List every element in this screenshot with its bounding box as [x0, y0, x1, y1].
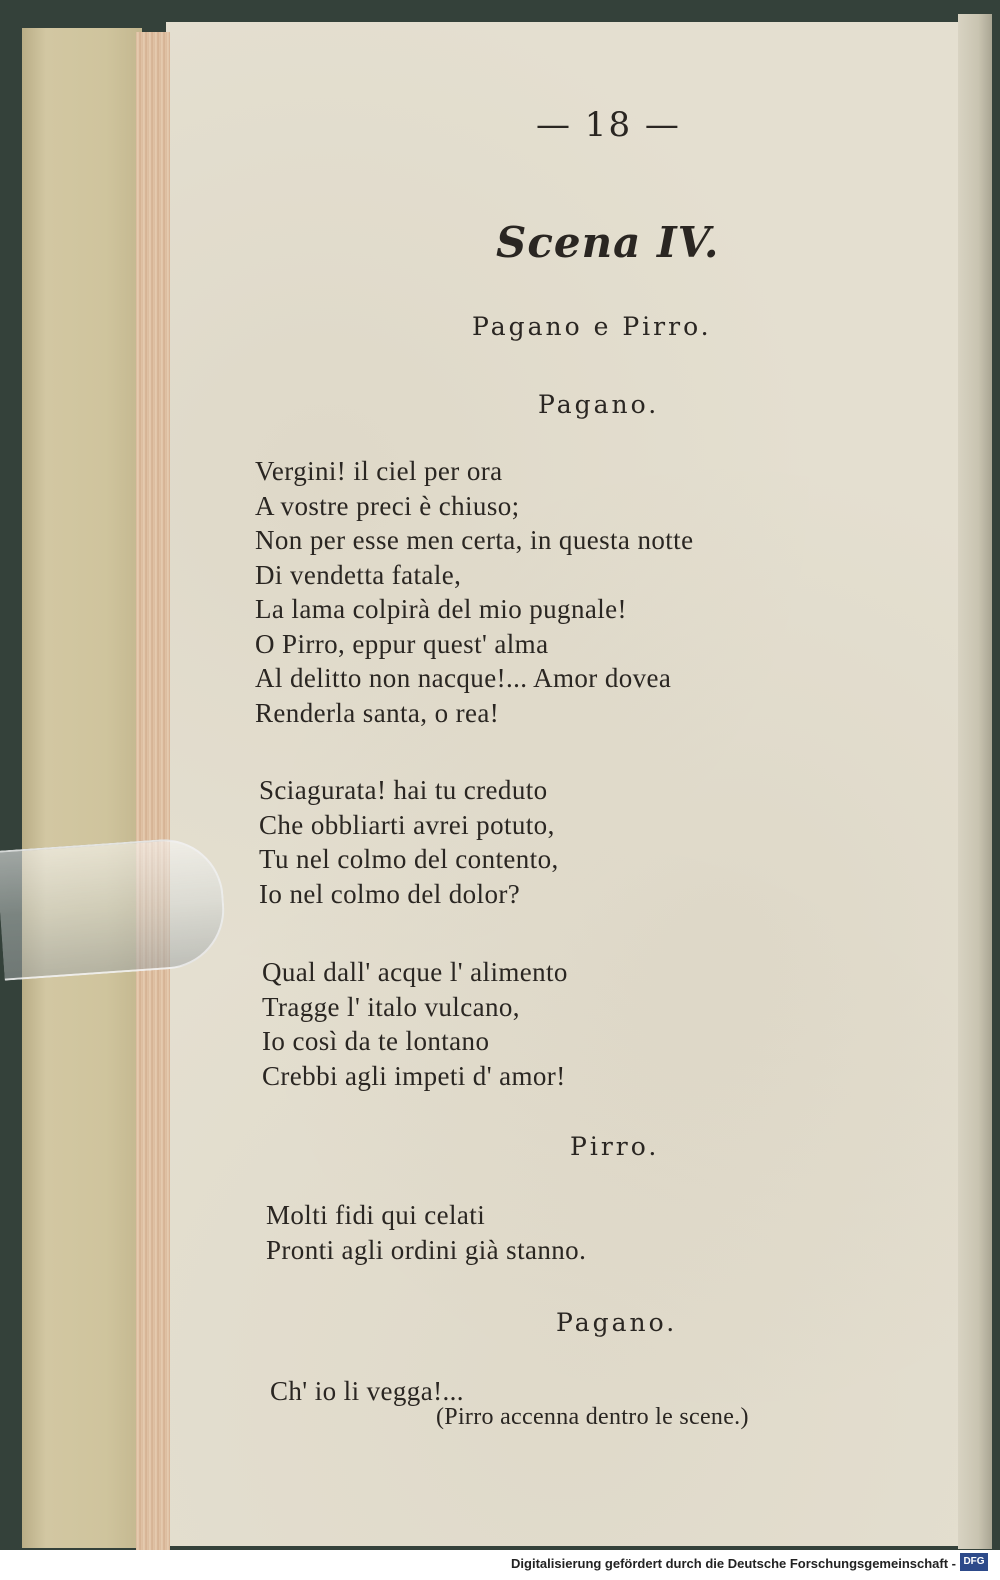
verse-line: Ch' io li vegga!... [270, 1376, 464, 1406]
stanza [255, 454, 693, 730]
verse-line: Molti fidi qui celati [266, 1200, 486, 1230]
verse-line: Io così da te lontano [262, 1026, 490, 1056]
stanza [262, 955, 568, 1093]
book-cover-edge [22, 28, 142, 1548]
verse-line: Non per esse men certa, in questa notte [255, 525, 694, 555]
verse-line: Tu nel colmo del contento, [259, 844, 559, 874]
page-number: — 18 — [536, 105, 681, 145]
verse-line: Pronti agli ordini già stanno. [266, 1234, 587, 1265]
verse-line: Di vendetta fatale, [255, 559, 462, 590]
bookmark-clip [0, 835, 228, 980]
verse-line: Crebbi agli impeti d' amor! [262, 1060, 566, 1091]
page-right-edge [958, 14, 992, 1549]
verse-line: Vergini! il ciel per ora [255, 456, 503, 486]
stage-direction: (Pirro accenna dentro le scene.) [436, 1404, 749, 1430]
verse-line: O Pirro, eppur quest' alma [255, 628, 549, 659]
verse-line: Tragge l' italo vulcano, [262, 991, 520, 1022]
footer-credit: Digitalisierung gefördert durch die Deutsche Forschungsgemeinschaft - [511, 1556, 956, 1571]
page-stack-edge [136, 32, 170, 1550]
characters-heading: Pagano e Pirro. [472, 312, 712, 341]
scene-title: Scena IV. [496, 218, 720, 267]
speaker-name: Pagano. [556, 1308, 678, 1337]
stanza [259, 773, 559, 911]
speaker-name: Pirro. [570, 1132, 660, 1161]
verse-line: A vostre preci è chiuso; [255, 490, 520, 521]
stanza [266, 1198, 586, 1267]
verse-line: Renderla santa, o rea! [255, 697, 500, 728]
verse-line: Sciagurata! hai tu creduto [259, 775, 548, 805]
verse-line: Io nel colmo del dolor? [259, 878, 521, 909]
verse-line: La lama colpirà del mio pugnale! [255, 594, 627, 624]
verse-line: Qual dall' acque l' alimento [262, 957, 568, 987]
dfg-logo: DFG [960, 1553, 988, 1571]
speaker-name: Pagano. [538, 390, 660, 419]
verse-line: Che obbliarti avrei potuto, [259, 809, 555, 840]
stanza [270, 1374, 464, 1409]
verse-line: Al delitto non nacque!... Amor dovea [255, 663, 672, 693]
